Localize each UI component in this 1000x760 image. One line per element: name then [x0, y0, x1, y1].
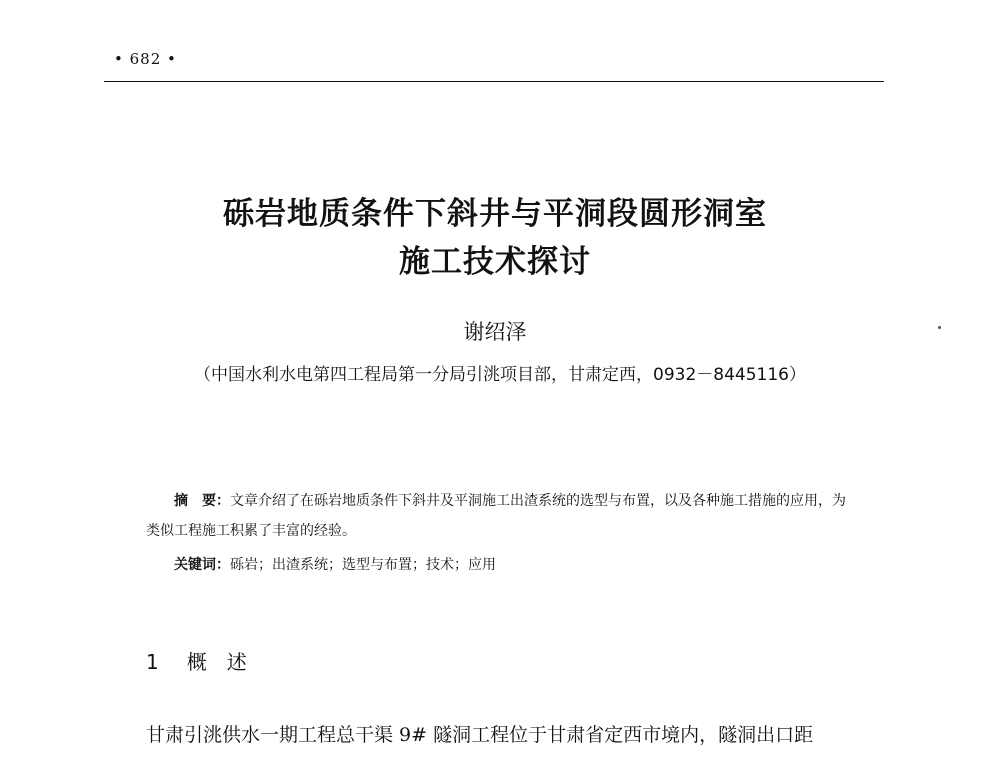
- abstract-label: 摘 要：: [174, 493, 230, 509]
- section-number: 1: [146, 650, 159, 674]
- abstract-block: [146, 486, 858, 580]
- keywords-paragraph: [146, 550, 858, 580]
- author-affiliation: （中国水利水电第四工程局第一分局引洮项目部，甘肃定西，0932－8445116）: [194, 365, 806, 385]
- speck: [938, 326, 941, 329]
- author-name: 谢绍泽: [463, 320, 527, 344]
- keywords-text: 砾岩；出渣系统；选型与布置；技术；应用: [230, 557, 496, 573]
- section-title: 概 述: [186, 650, 247, 674]
- paper-title: [100, 190, 890, 286]
- title-line-1: 砾岩地质条件下斜井与平洞段圆形洞室: [223, 196, 767, 232]
- page-number: • 682 •: [114, 50, 177, 68]
- keywords-label: 关键词：: [174, 557, 230, 573]
- abstract-text: 文章介绍了在砾岩地质条件下斜井及平洞施工出渣系统的选型与布置，以及各种施工措施的应用，为类似工程施工积累了丰富的经验。: [146, 493, 846, 539]
- abstract-paragraph: [146, 486, 858, 546]
- section-heading: [146, 646, 247, 675]
- header-rule: [104, 81, 884, 82]
- title-line-2: 施工技术探讨: [399, 244, 591, 280]
- body-paragraph: 甘肃引洮供水一期工程总干渠 9# 隧洞工程位于甘肃省定西市境内，隧洞出口距: [146, 724, 814, 746]
